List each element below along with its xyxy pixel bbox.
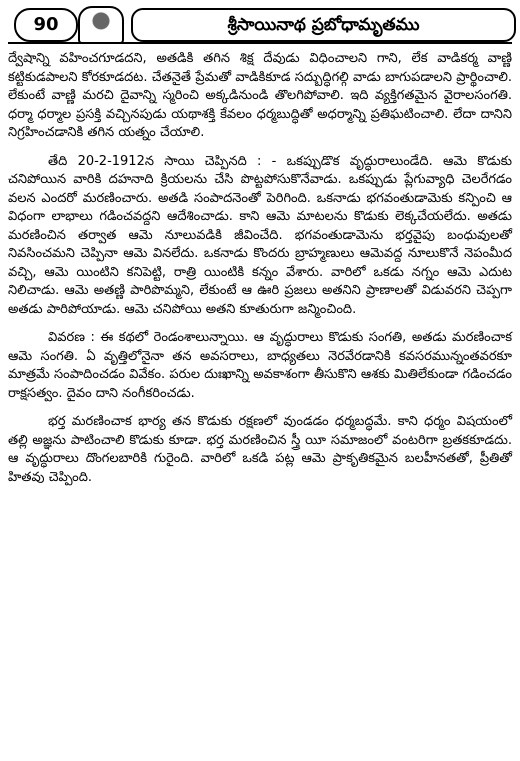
header-divider xyxy=(8,42,512,44)
page-header xyxy=(8,6,516,42)
paragraph: తేది 20-2-1912న సాయి చెప్పినది : - ఒకప్పుడొక వృద్ధురాలుండేది. ఆమె కొడుకు చనిపోయిన వారికి దహనాది క్రియలను చేసి పొట్టపోసుకొనేవాడు. ఒకప్పుడు ప్లేగువ్యాధి చెలరేగడం వలన ఎందరో మరణించారు. అతడి సంపాదనెంతో పెరిగింది. ఒకనాడు భగవంతుడామెకు కన్పించి ఆ విధంగా లాభాలు గడించవద్దని ఆదేశించాడు. కాని ఆమె మాటలను కొడుకు లెక్కచేయలేదు. అతడు మరణించిన తర్వాత ఆమె నూలువడికి జీవించేది. భగవంతుడామెను భర్తవైపు బంధువులతో నివసించమని చెప్పినా ఆమె వినలేదు. ఒకనాడు కొందరు బ్రాహ్మణులు ఆమెవద్ద నూలుకొనే నెపంమీద వచ్చి, ఆమె యింటిని కనిపెట్టి, రాత్రి యింటికి కన్నం వేశారు. వారిలో ఒకడు నగ్నం ఆమె ఎదుట నిలిచాడు. ఆమె అతణ్ణి పారిపొమ్మని, లేకుంటే ఆ ఊరి ప్రజలు అతనిని ప్రాణాలతో విడువరని చెప్పగా అతడు పారిపోయాడు. ఆమె చనిపోయి అతని కూతురుగా జన్మించింది. xyxy=(8,153,512,317)
paragraph: భర్త మరణించాక భార్య తన కొడుకు రక్షణలో వుండడం ధర్మబద్ధమే. కాని ధర్మం విషయంలో తల్లి అజ్ఞను పాటించాలి కొడుకు కూడా. భర్త మరణించిన స్త్రీ యీ సమాజంలో వంటరిగా బ్రతకకూడదు. ఆ వృద్ధురాలు దొంగలబారికి గురైంది. వారిలో ఒకడి పట్ల ఆమె ప్రాకృతికమైన బలహీనతతో, ప్రీతితో హితవు చెప్పింది. xyxy=(8,414,512,485)
sai-baba-portrait-icon xyxy=(78,6,124,44)
book-title: శ్రీసాయినాథ ప్రబోధామృతము xyxy=(131,8,516,42)
paragraph: ద్వేషాన్ని వహించగూడదని, అతడికి తగిన శిక్ష దేవుడు విధించాలని గాని, లేక వాడికర్మ వాణ్ణి కట్టికుడపాలని కోరకూడదట. చేతనైతే ప్రేమతో వాడికికూడ సద్బుద్ధిగల్గి వాడు బాగుపడాలని ప్రార్థించాలి. లేకుంటే వాణ్ణి మరచి దైవాన్ని స్మరించి అక్కడినుండి తొలగిపోవాలి. ఇది వ్యక్తిగతమైన వైరాలసంగతి. ధర్మా ధర్మాల ప్రసక్తి వచ్చినపుడు యథాశక్తి కేవలం ధర్మబుద్ధితో అధర్మాన్ని ప్రతిఘటించాలి. లేదా దానిని నిగ్రహించడానికి తగిన యత్నం చేయాలి. xyxy=(8,51,512,140)
page-body xyxy=(8,50,512,487)
paragraph: వివరణ : ఈ కథలో రెండంశాలున్నాయి. ఆ వృద్ధురాలు కొడుకు సంగతి, అతడు మరణించాక ఆమె సంగతి. ఏ వృత్తిలోనైనా తన అవసరాలు, బాధ్యతలు నెరవేరడానికి కవసరమున్నంతవరకూ మాత్రమే సంపాదించడం వివేకం. పరుల దుఃఖాన్ని అవకాశంగా తీసుకొని ఆశకు మితిలేకుండా గడించడం రాక్షసత్వం. దైవం దాని నంగీకరించడు. xyxy=(8,330,512,401)
page-number: 90 xyxy=(14,8,78,42)
